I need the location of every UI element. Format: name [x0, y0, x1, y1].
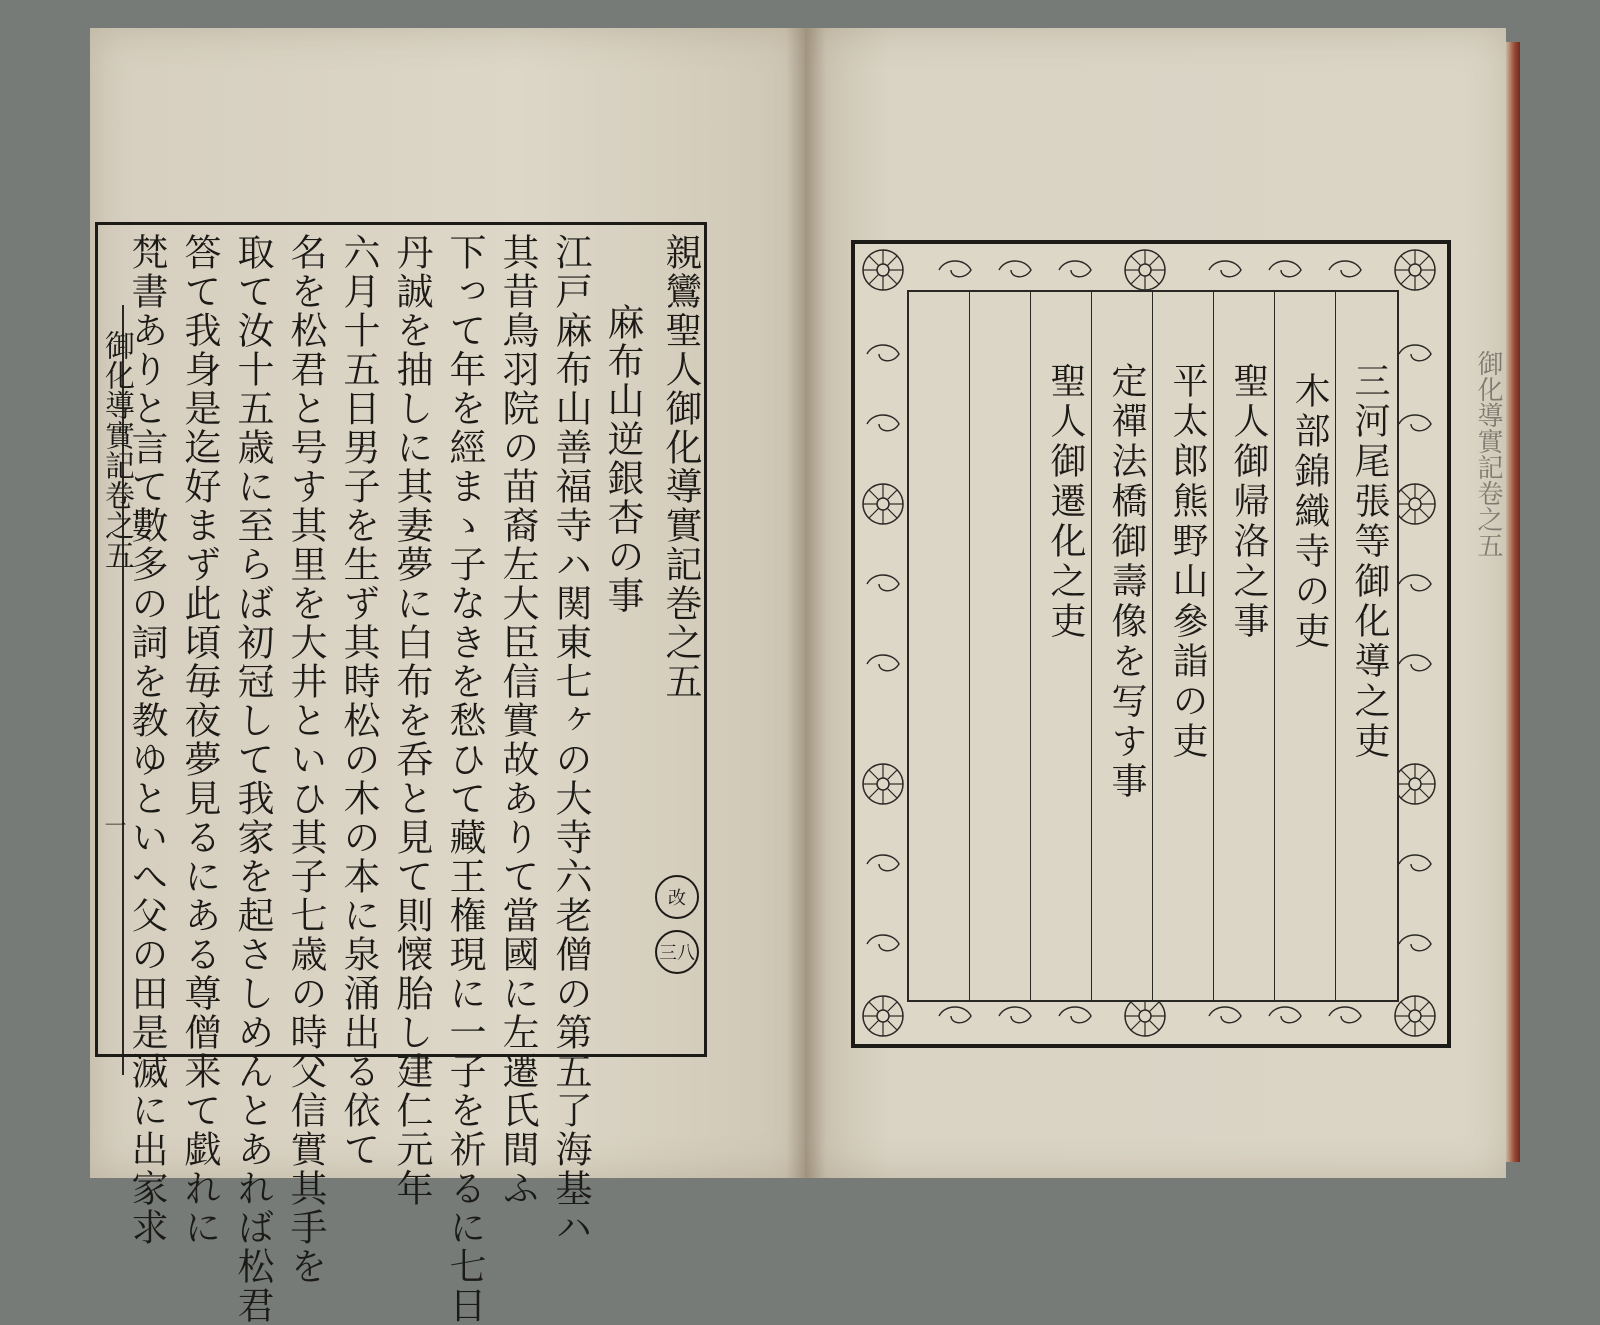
toc-entry: 聖人御遷化之吏	[1045, 362, 1086, 642]
toc-panel	[907, 290, 1399, 1002]
book-spine	[786, 28, 826, 1178]
text-column: 六月十五日男子を生ず其時松の木の本に泉涌出る依て	[337, 233, 380, 1169]
text-column: 取て汝十五歳に至らば初冠して我家を起さしめんとあれば松君	[231, 233, 274, 1325]
text-column: 梵書ありと言て數多の詞を教ゆといへ父の田是滅に出家求	[125, 233, 168, 1247]
toc-entry: 平太郎熊野山參詣の吏	[1167, 362, 1208, 762]
text-column: 丹誠を抽しに其妻夢に白布を呑と見て則懐胎し建仁元年	[390, 233, 433, 1208]
book-edge	[1506, 42, 1520, 1162]
text-column: 名を松君と号す其里を大井といひ其子七歳の時父信實其手を	[284, 233, 327, 1286]
text-column: 江戸麻布山善福寺ハ関東七ヶの大寺六老僧の第五了海基ハ	[549, 233, 592, 1247]
left-text-block	[95, 222, 707, 1325]
text-column: 下って年を經まゝ子なきを愁ひて藏王権現に一子を祈るに七日	[443, 233, 486, 1325]
toc-frame	[851, 240, 1451, 1048]
chapter-title: 親鸞聖人御化導實記巻之五	[659, 233, 702, 701]
toc-entry: 定禪法橋御壽像を写す事	[1106, 362, 1147, 802]
seal-stamp: 三八	[655, 930, 699, 974]
toc-entry: 三河尾張等御化導之吏	[1349, 362, 1390, 762]
text-column: 其昔鳥羽院の苗裔左大臣信實故ありて當國に左遷氏間ふ	[496, 233, 539, 1208]
section-heading: 麻布山逆銀杏の事	[601, 303, 644, 615]
toc-entry: 聖人御帰洛之事	[1228, 362, 1269, 642]
text-column: 答て我身是迄好まず此頃毎夜夢見るにある尊僧来て戯れに	[178, 233, 221, 1247]
margin-folio: 一	[101, 814, 126, 836]
margin-title: 御化導實記卷之五	[99, 330, 134, 570]
seal-stamp: 改	[655, 875, 699, 919]
toc-entry: 木部錦織寺の吏	[1289, 372, 1330, 652]
right-margin-title: 御化導實記卷之五	[1473, 350, 1503, 558]
